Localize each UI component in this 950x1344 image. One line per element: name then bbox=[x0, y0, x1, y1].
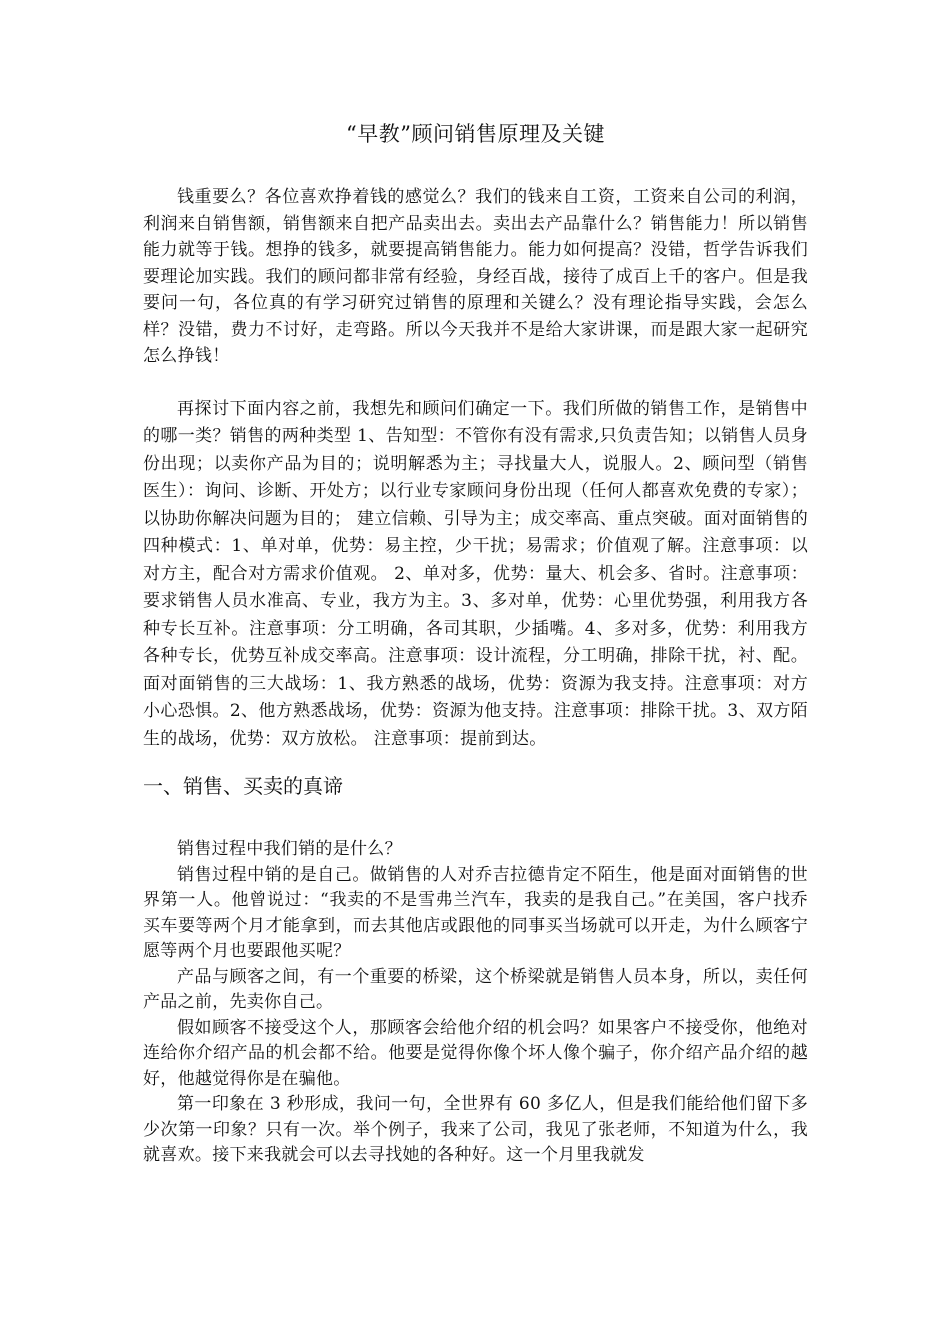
sales-types-paragraph: 再探讨下面内容之前，我想先和顾问们确定一下。我们所做的销售工作，是销售中的哪一类？销售的两种类型 1、告知型：不管你有没有需求,只负责告知；以销售人员身份出现；以卖你产品为目的；说明解悉为主；寻找量大人，说服人。2、顾问型（销售医生）：询问、诊断、开处方；以行业专家顾问身份出现（任何人都喜欢免费的专家）；以协助你解决问题为目的； 建立信赖、引导为主；成交率高、重点突破。面对面销售的四种模式：1、单对单，优势：易主控，少干扰；易需求；价值观了解。注意事项：以对方主，配合对方需求价值观。 2、单对多，优势：量大、机会多、省时。注意事项：要求销售人员水准高、专业，我方为主。3、多对单，优势：心里优势强，利用我方各种专长互补。注意事项：分工明确，各司其职，少插嘴。4、多对多，优势：利用我方各种专长，优势互补成交率高。注意事项：设计流程，分工明确，排除干扰，衬、配。面对面销售的三大战场：1、我方熟悉的战场，优势：资源为我支持。注意事项：对方小心恐惧。2、他方熟悉战场，优势：资源为他支持。注意事项：排除干扰。3、双方陌生的战场，优势：双方放松。 注意事项：提前到达。 bbox=[143, 398, 808, 749]
section-1-paragraph: 假如顾客不接受这个人，那顾客会给他介绍的机会吗？如果客户不接受你，他绝对连给你介绍产品的机会都不给。他要是觉得你像个坏人像个骗子，你介绍产品介绍的越好，他越觉得你是在骗他。 bbox=[143, 1017, 808, 1089]
section-1-paragraph: 销售过程中我们销的是什么？ bbox=[177, 839, 402, 859]
section-1 bbox=[143, 771, 808, 1169]
intro-paragraph: 钱重要么？各位喜欢挣着钱的感觉么？我们的钱来自工资，工资来自公司的利润，利润来自销售额，销售额来自把产品卖出去。卖出去产品靠什么？销售能力！所以销售能力就等于钱。想挣的钱多，就要提高销售能力。能力如何提高？没错，哲学告诉我们要理论加实践。我们的顾问都非常有经验，身经百战，接待了成百上千的客户。但是我要问一句，各位真的有学习研究过销售的原理和关键么？没有理论指导实践，会怎么样？没错，费力不讨好，走弯路。所以今天我并不是给大家讲课，而是跟大家一起研究怎么挣钱！ bbox=[143, 187, 808, 366]
section-1-paragraph: 产品与顾客之间，有一个重要的桥梁，这个桥梁就是销售人员本身，所以，卖任何产品之前，先卖你自己。 bbox=[143, 966, 808, 1012]
paragraph-spacer bbox=[143, 370, 808, 396]
section-spacer bbox=[143, 819, 808, 837]
document-title: “早教”顾问销售原理及关键 bbox=[346, 122, 605, 146]
section-1-paragraph: 销售过程中销的是自己。做销售的人对乔吉拉德肯定不陌生，他是面对面销售的世界第一人。他曾说过：“我卖的不是雪弗兰汽车，我卖的是我自己。”在美国，客户找乔买车要等两个月才能拿到，而去其他店或跟他的同事买当场就可以开走，为什么顾客宁愿等两个月也要跟他买呢？ bbox=[143, 864, 808, 961]
section-1-paragraph: 第一印象在 3 秒形成，我问一句，全世界有 60 多亿人，但是我们能给他们留下多少次第一印象？只有一次。举个例子，我来了公司，我见了张老师，不知道为什么，我就喜欢。接下来我就会可以去寻找她的各种好。这一个月里我就发 bbox=[143, 1094, 808, 1165]
document-page bbox=[143, 118, 808, 1169]
section-1-heading: 一、销售、买卖的真谛 bbox=[143, 774, 343, 798]
